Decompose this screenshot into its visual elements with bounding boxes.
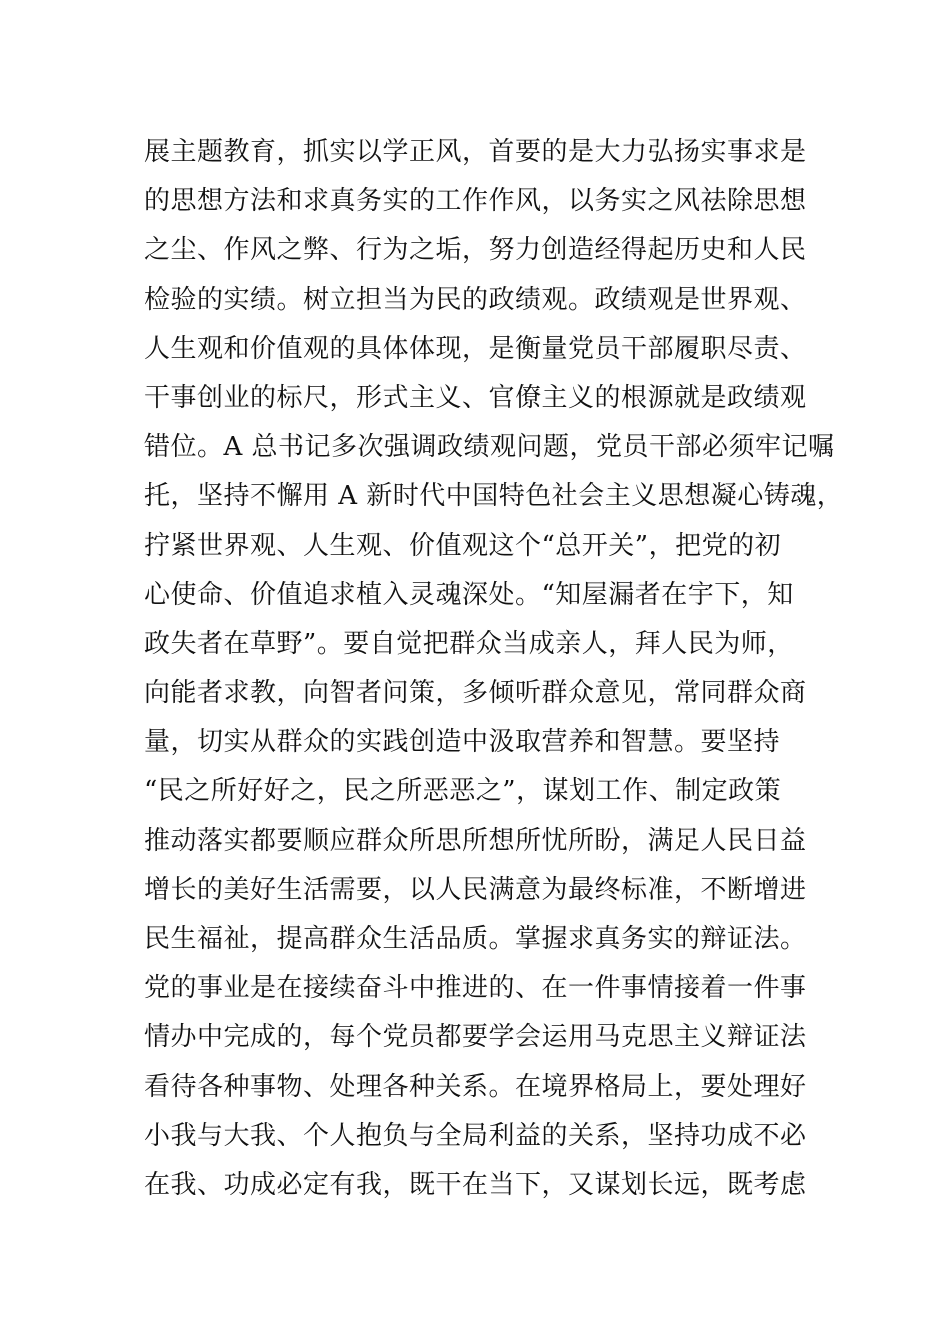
text-line: 小我与大我、个人抱负与全局利益的关系，坚持功成不必 <box>144 1120 807 1151</box>
text-line: 人生观和价值观的具体体现，是衡量党员干部履职尽责、 <box>144 333 807 364</box>
text-line: 检验的实绩。树立担当为民的政绩观。政绩观是世界观、 <box>144 284 807 315</box>
text-line: 民生福祉，提高群众生活品质。掌握求真务实的辩证法。 <box>144 924 807 954</box>
text-line: “民之所好好之，民之所恶恶之”，谋划工作、制定政策 <box>144 776 782 807</box>
text-line: 干事创业的标尺，形式主义、官僚主义的根源就是政绩观 <box>144 382 807 413</box>
text-line: 推动落实都要顺应群众所思所想所忧所盼，满足人民日益 <box>144 825 807 856</box>
text-line: 拧紧世界观、人生观、价值观这个“总开关”，把党的初 <box>144 530 782 561</box>
text-line: 托，坚持不懈用 A 新时代中国特色社会主义思想凝心铸魂， <box>144 481 844 512</box>
text-line: 错位。A 总书记多次强调政绩观问题，党员干部必须牢记嘱 <box>144 432 835 463</box>
text-line: 的思想方法和求真务实的工作作风，以务实之风祛除思想 <box>144 186 807 217</box>
text-line: 增长的美好生活需要，以人民满意为最终标准，不断增进 <box>144 874 807 905</box>
body-text <box>144 128 844 1210</box>
text-line: 党的事业是在接续奋斗中推进的、在一件事情接着一件事 <box>144 973 807 1004</box>
text-line: 之尘、作风之弊、行为之垢，努力创造经得起历史和人民 <box>144 235 807 266</box>
text-line: 政失者在草野”。要自觉把群众当成亲人，拜人民为师， <box>144 628 794 659</box>
text-line: 心使命、价值追求植入灵魂深处。“知屋漏者在宇下，知 <box>144 579 794 610</box>
text-line: 展主题教育，抓实以学正风，首要的是大力弘扬实事求是 <box>144 137 807 167</box>
text-line: 在我、功成必定有我，既干在当下，又谋划长远，既考虑 <box>144 1169 807 1200</box>
text-line: 情办中完成的，每个党员都要学会运用马克思主义辩证法 <box>144 1022 807 1053</box>
text-line: 向能者求教，向智者问策，多倾听群众意见，常同群众商 <box>144 678 807 709</box>
text-line: 量，切实从群众的实践创造中汲取营养和智慧。要坚持 <box>144 727 781 758</box>
text-line: 看待各种事物、处理各种关系。在境界格局上，要处理好 <box>144 1071 807 1102</box>
